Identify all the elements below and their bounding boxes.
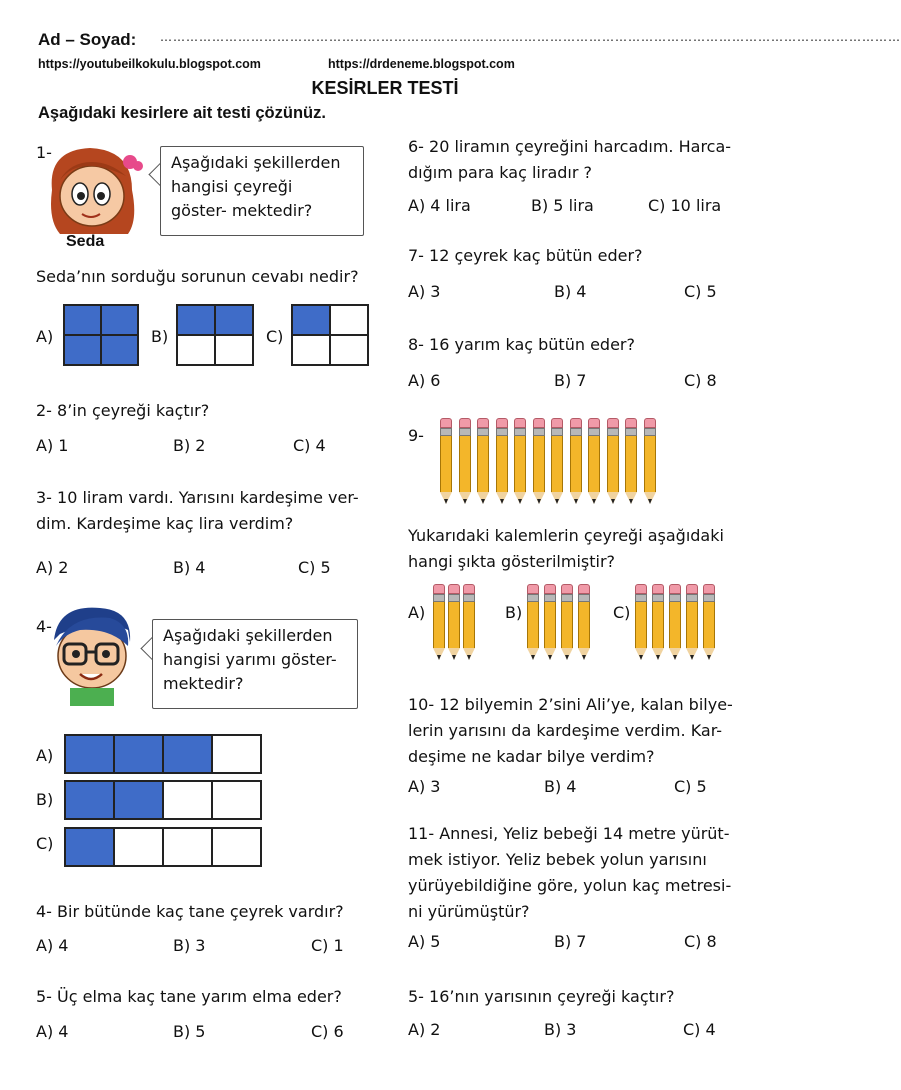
pencil-icon [652,584,664,660]
q11-option-c[interactable]: C) 8 [684,932,717,951]
q1-speech-bubble: Aşağıdaki şekillerden hangisi çeyreği göster- mektedir? [160,146,364,236]
q4-option-a[interactable]: A) [36,746,54,765]
cell [215,305,253,335]
cell [114,828,163,866]
q1-option-b[interactable]: B) [151,327,169,346]
pencil-icon [448,584,460,660]
q1-question: Seda’nın sorduğu sorunun cevabı nedir? [36,267,359,286]
girl-character-icon [40,140,150,238]
pencil-icon [607,418,619,504]
q10-option-a[interactable]: A) 3 [408,777,441,796]
pencil-icon [514,418,526,504]
q4b-option-b[interactable]: B) 3 [173,936,206,955]
q2-option-a[interactable]: A) 1 [36,436,69,455]
pencil-icon [588,418,600,504]
cell [163,735,212,773]
pencil-icon [459,418,471,504]
pencil-icon [578,584,590,660]
pencil-icon [570,418,582,504]
q11-text: 11- Annesi, Yeliz bebeği 14 metre yürüt- mek istiyor. Yeliz bebek yolun yarısını yürüyebildiğine göre, yolun kaç metresi- ni yürümüştür? [408,824,732,921]
q9-text: Yukarıdaki kalemlerin çeyreği aşağıdaki hangi şıkta gösterilmiştir? [408,526,724,571]
pencil-icon [635,584,647,660]
cell [292,335,330,365]
q9-option-c[interactable]: C) [613,603,631,622]
pencil-icon [551,418,563,504]
q11-option-a[interactable]: A) 5 [408,932,441,951]
q4-shape-a[interactable] [64,734,262,774]
pencil-icon [625,418,637,504]
q4b-option-a[interactable]: A) 4 [36,936,69,955]
q10-option-c[interactable]: C) 5 [674,777,707,796]
q12-option-a[interactable]: A) 2 [408,1020,441,1039]
q4-shape-c[interactable] [64,827,262,867]
cell [65,828,114,866]
boy-character-icon [40,600,140,708]
pencil-icon [463,584,475,660]
pencil-icon [527,584,539,660]
cell [65,735,114,773]
q4-option-b[interactable]: B) [36,790,54,809]
url-left[interactable]: https://youtubeilkokulu.blogspot.com [38,57,261,71]
cell [292,305,330,335]
q1-shape-a[interactable] [63,304,139,366]
q12-option-c[interactable]: C) 4 [683,1020,716,1039]
q4-number: 4- [36,617,52,636]
q1-option-c[interactable]: C) [266,327,284,346]
q5-option-b[interactable]: B) 5 [173,1022,206,1041]
cell [163,781,212,819]
cell [212,781,261,819]
q5-text: 5- Üç elma kaç tane yarım elma eder? [36,987,342,1006]
q8-option-b[interactable]: B) 7 [554,371,587,390]
pencil-icon [440,418,452,504]
pencil-icon [644,418,656,504]
name-label: Ad – Soyad: [38,30,137,49]
pencil-group-twelve [440,418,670,512]
q3-option-b[interactable]: B) 4 [173,558,206,577]
pencil-group-c[interactable] [635,584,735,666]
q1-number: 1- [36,143,52,162]
q7-text: 7- 12 çeyrek kaç bütün eder? [408,246,643,265]
cell [64,305,101,335]
q1-shape-c[interactable] [291,304,369,366]
pencil-icon [561,584,573,660]
q9-option-a[interactable]: A) [408,603,426,622]
q4-option-c[interactable]: C) [36,834,54,853]
cell [330,305,368,335]
q1-shape-b[interactable] [176,304,254,366]
url-right[interactable]: https://drdeneme.blogspot.com [328,57,515,71]
cell [64,335,101,365]
q1-option-a[interactable]: A) [36,327,54,346]
q4-shape-b[interactable] [64,780,262,820]
q3-option-c[interactable]: C) 5 [298,558,331,577]
q5-option-a[interactable]: A) 4 [36,1022,69,1041]
pencil-icon [477,418,489,504]
cell [163,828,212,866]
q9-number: 9- [408,426,424,445]
q4b-option-c[interactable]: C) 1 [311,936,344,955]
q4b-text: 4- Bir bütünde kaç tane çeyrek vardır? [36,902,344,921]
pencil-icon [496,418,508,504]
cell [177,335,215,365]
cell [101,335,138,365]
pencil-icon [544,584,556,660]
cell [330,335,368,365]
q10-option-b[interactable]: B) 4 [544,777,577,796]
q9-option-b[interactable]: B) [505,603,523,622]
pencil-icon [433,584,445,660]
q6-text: 6- 20 liramın çeyreğini harcadım. Harca- dığım para kaç liradır ? [408,137,732,182]
q12-text: 5- 16’nın yarısının çeyreği kaçtır? [408,987,675,1006]
cell [212,735,261,773]
q7-option-a[interactable]: A) 3 [408,282,441,301]
pencil-icon [703,584,715,660]
cell [65,781,114,819]
page-title: KESİRLER TESTİ [311,78,459,98]
q6-option-a[interactable]: A) 4 lira [408,196,471,215]
q5-option-c[interactable]: C) 6 [311,1022,344,1041]
q2-option-c[interactable]: C) 4 [293,436,326,455]
q8-option-c[interactable]: C) 8 [684,371,717,390]
q3-text: 3- 10 liram vardı. Yarısını kardeşime ver- dim. Kardeşime kaç lira verdim? [36,488,359,533]
name-fill-line[interactable]: ……………………………………………………………………………………………………………………………………………………… [160,30,901,44]
q6-option-b[interactable]: B) 5 lira [531,196,594,215]
pencil-icon [686,584,698,660]
instruction: Aşağıdaki kesirlere ait testi çözünüz. [38,104,326,122]
cell [114,735,163,773]
cell [212,828,261,866]
q6-option-c[interactable]: C) 10 lira [648,196,722,215]
cell [215,335,253,365]
pencil-group-b[interactable] [527,584,607,666]
q2-text: 2- 8’in çeyreği kaçtır? [36,401,210,420]
cell [101,305,138,335]
cell [177,305,215,335]
pencil-icon [669,584,681,660]
q3-option-a[interactable]: A) 2 [36,558,69,577]
q7-option-c[interactable]: C) 5 [684,282,717,301]
cell [114,781,163,819]
pencil-group-a[interactable] [433,584,493,666]
q12-option-b[interactable]: B) 3 [544,1020,577,1039]
q8-option-a[interactable]: A) 6 [408,371,441,390]
q11-option-b[interactable]: B) 7 [554,932,587,951]
q10-text: 10- 12 bilyemin 2’sini Ali’ye, kalan bilye- lerin yarısını da kardeşime verdim. Kar- deşime ne kadar bilye verdim? [408,695,733,766]
character-name: Seda [66,233,105,250]
q4-speech-bubble: Aşağıdaki şekillerden hangisi yarımı göster- mektedir? [152,619,358,709]
pencil-icon [533,418,545,504]
q8-text: 8- 16 yarım kaç bütün eder? [408,335,635,354]
q2-option-b[interactable]: B) 2 [173,436,206,455]
q7-option-b[interactable]: B) 4 [554,282,587,301]
